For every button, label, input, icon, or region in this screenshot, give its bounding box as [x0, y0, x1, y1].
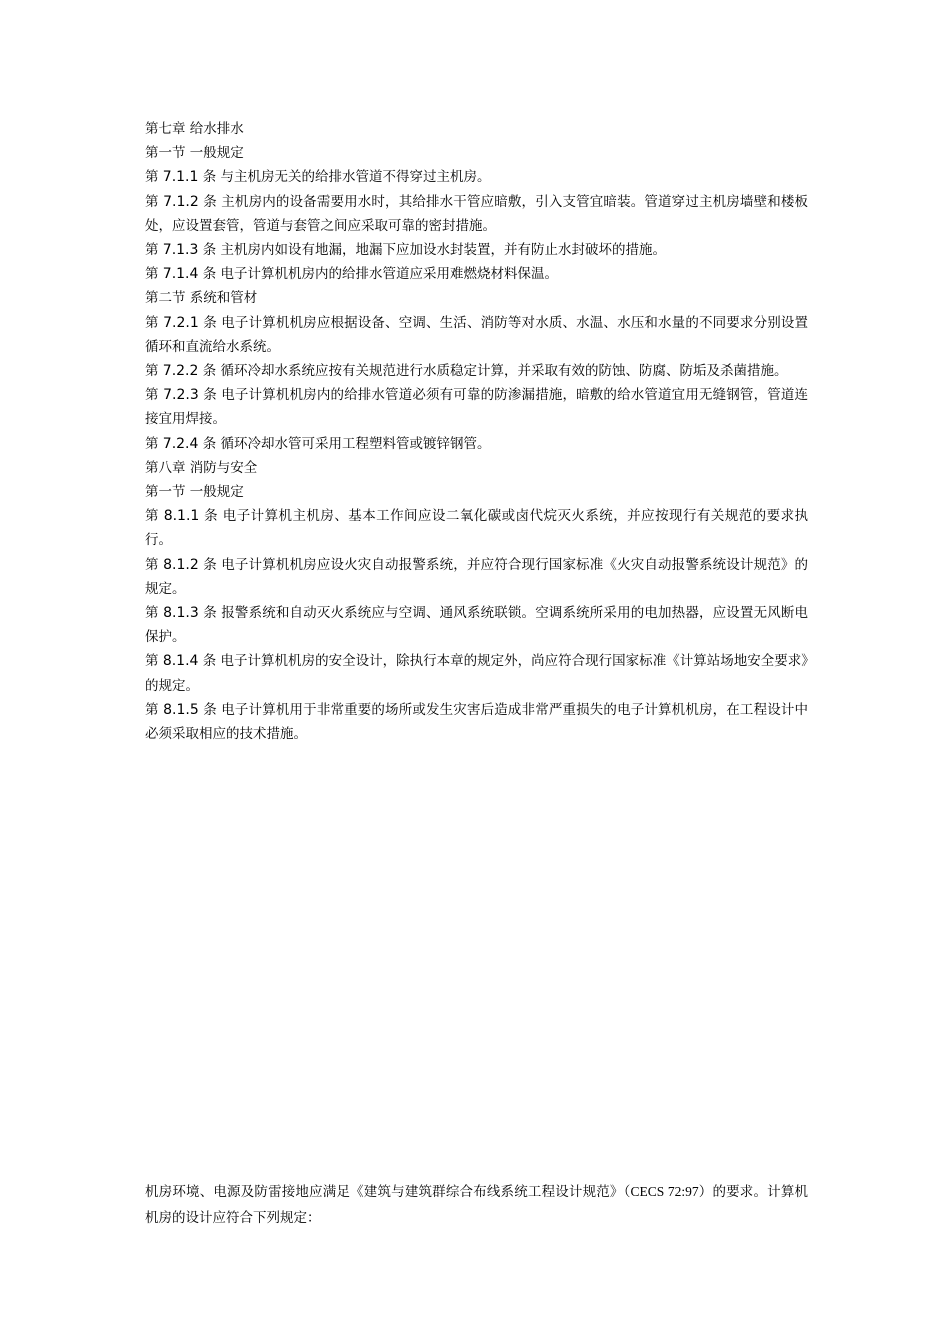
section-heading: 第二节 系统和管材	[145, 290, 258, 307]
clause-number: 7.2.1	[163, 314, 199, 331]
clause-paragraph	[145, 504, 808, 552]
clause-paragraph	[145, 359, 808, 383]
clause-prefix: 第	[145, 242, 159, 259]
clause-paragraph	[145, 698, 808, 746]
clause-prefix: 第	[145, 605, 159, 622]
clause-prefix: 第	[145, 363, 159, 380]
clause-text: 条 与主机房无关的给排水管道不得穿过主机房。	[202, 169, 491, 186]
clause-text: 条 报警系统和自动灭火系统应与空调、通风系统联锁。空调系统所采用的电加热器，应设置无风断电保护。	[145, 605, 809, 646]
clause-paragraph	[145, 165, 808, 189]
document-body	[145, 117, 808, 746]
clause-number: 7.1.3	[162, 242, 199, 259]
clause-paragraph	[145, 601, 808, 649]
clause-paragraph	[145, 649, 808, 697]
footer-paragraph: 机房环境、电源及防雷接地应满足《建筑与建筑群综合布线系统工程设计规范》（CECS 72:97）的要求。计算机机房的设计应符合下列规定：	[145, 1183, 808, 1225]
chapter-heading: 第八章 消防与安全	[145, 459, 258, 476]
clause-paragraph	[145, 432, 808, 456]
clause-number: 7.2.4	[162, 435, 199, 452]
chapter-heading: 第七章 给水排水	[145, 121, 244, 137]
clause-text: 条 电子计算机机房应根据设备、空调、生活、消防等对水质、水温、水压和水量的不同要求分别设置循环和直流给水系统。	[145, 314, 809, 355]
clause-prefix: 第	[145, 556, 159, 573]
clause-number: 7.1.1	[162, 169, 199, 186]
clause-text: 条 主机房内的设备需要用水时，其给排水干管应暗敷，引入支管宜暗装。管道穿过主机房墙壁和楼板处，应设置套管，管道与套管之间应采取可靠的密封措施。	[145, 193, 809, 234]
clause-prefix: 第	[145, 653, 159, 670]
clause-paragraph	[145, 190, 808, 238]
clause-prefix: 第	[145, 266, 159, 283]
section-heading: 第一节 一般规定	[145, 484, 244, 501]
clause-paragraph	[145, 311, 808, 359]
clause-text: 条 电子计算机机房应设火灾自动报警系统，并应符合现行国家标准《火灾自动报警系统设计规范》的规定。	[145, 556, 809, 597]
clause-text: 条 电子计算机机房的安全设计，除执行本章的规定外，尚应符合现行国家标准《计算站场地安全要求》的规定。	[145, 653, 808, 694]
clause-number: 8.1.4	[162, 653, 199, 670]
clause-text: 条 循环冷却水系统应按有关规范进行水质稳定计算，并采取有效的防蚀、防腐、防垢及杀菌措施。	[202, 363, 788, 380]
clause-number: 7.1.2	[163, 193, 199, 210]
clause-text: 条 循环冷却水管可采用工程塑料管或镀锌钢管。	[202, 435, 491, 452]
clause-text: 条 电子计算机机房内的给排水管道应采用难燃烧材料保温。	[202, 266, 559, 283]
clause-number: 8.1.1	[163, 508, 200, 525]
clause-number: 7.2.2	[162, 363, 199, 380]
clause-number: 8.1.5	[163, 701, 199, 718]
clause-prefix: 第	[145, 314, 159, 331]
clause-number: 7.2.3	[163, 387, 199, 404]
clause-number: 8.1.3	[163, 605, 199, 622]
clause-text: 条 电子计算机机房内的给排水管道必须有可靠的防渗漏措施，暗敷的给水管道宜用无缝钢管，管道连接宜用焊接。	[145, 387, 809, 428]
clause-text: 条 电子计算机用于非常重要的场所或发生灾害后造成非常严重损失的电子计算机机房，在工程设计中必须采取相应的技术措施。	[145, 701, 809, 743]
section-heading: 第一节 一般规定	[145, 145, 244, 162]
clause-prefix: 第	[145, 435, 159, 452]
clause-prefix: 第	[145, 508, 159, 525]
clause-prefix: 第	[145, 169, 159, 186]
clause-prefix: 第	[145, 387, 159, 404]
clause-paragraph	[145, 238, 808, 262]
clause-paragraph	[145, 553, 808, 601]
clause-number: 7.1.4	[162, 266, 199, 283]
clause-text: 条 主机房内如设有地漏，地漏下应加设水封装置，并有防止水封破坏的措施。	[202, 242, 667, 259]
clause-paragraph	[145, 262, 808, 286]
clause-prefix: 第	[145, 193, 159, 210]
clause-prefix: 第	[145, 701, 159, 718]
clause-number: 8.1.2	[163, 556, 199, 573]
clause-paragraph	[145, 383, 808, 431]
clause-text: 条 电子计算机主机房、基本工作间应设二氧化碳或卤代烷灭火系统，并应按现行有关规范的要求执行。	[145, 508, 809, 549]
